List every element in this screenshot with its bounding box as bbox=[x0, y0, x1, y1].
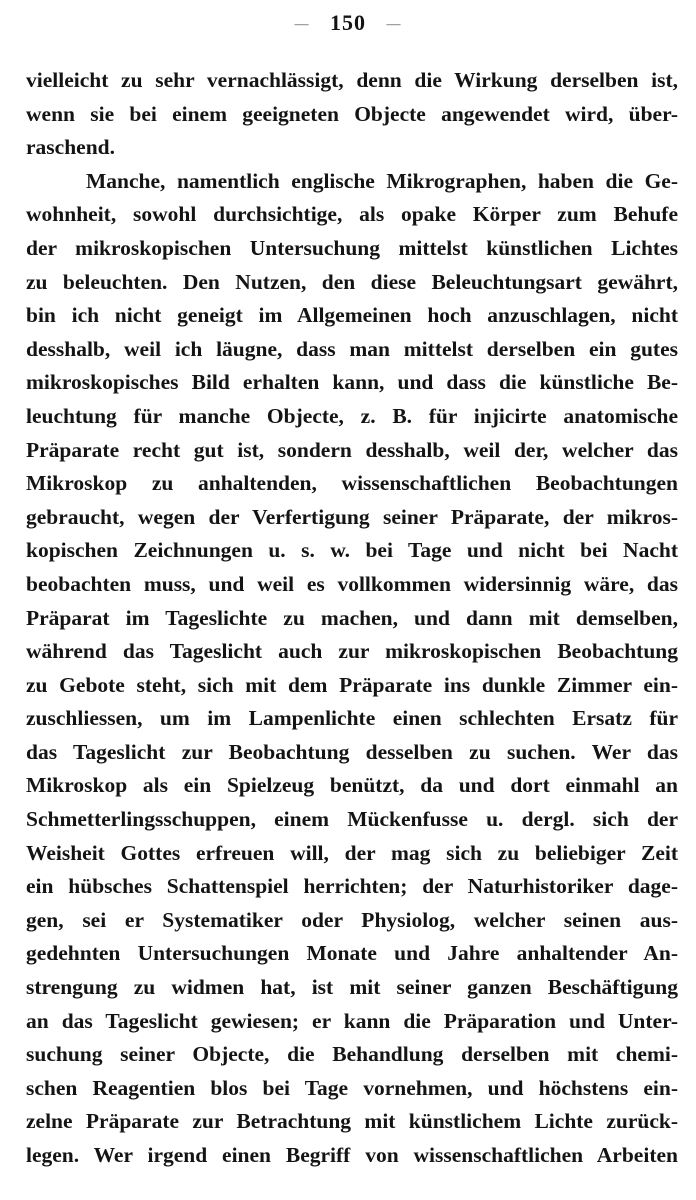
text-line: legen. Wer irgend einen Begriff von wissenschaftlichen Arbeiten bbox=[26, 1143, 678, 1167]
text-line: raschend. bbox=[26, 135, 115, 160]
header-left-dash: — bbox=[294, 16, 310, 32]
text-line: an das Tageslicht gewiesen; er kann die Präparation und Unter- bbox=[26, 1008, 678, 1033]
text-line: mikroskopisches Bild erhalten kann, und dass die künstliche Be- bbox=[26, 370, 678, 395]
text-line: Präparat im Tageslichte zu machen, und dann mit demselben, bbox=[26, 605, 678, 630]
text-line: wenn sie bei einem geeigneten Objecte angewendet wird, über- bbox=[26, 101, 678, 126]
text-line: suchung seiner Objecte, die Behandlung derselben mit chemi- bbox=[26, 1042, 678, 1067]
text-line: Schmetterlingsschuppen, einem Mückenfusse u. dergl. sich der bbox=[26, 807, 678, 832]
text-line: Mikroskop als ein Spielzeug benützt, da und dort einmahl an bbox=[26, 773, 678, 798]
text-line: der mikroskopischen Untersuchung mittelst künstlichen Lichtes bbox=[26, 235, 678, 260]
page-number: 150 bbox=[330, 10, 366, 35]
text-line: bin ich nicht geneigt im Allgemeinen hoch anzuschlagen, nicht bbox=[26, 303, 678, 328]
text-line: wohnheit, sowohl durchsichtige, als opake Körper zum Behufe bbox=[26, 202, 678, 227]
text-line: leuchtung für manche Objecte, z. B. für injicirte anatomische bbox=[26, 403, 678, 428]
text-line: kopischen Zeichnungen u. s. w. bei Tage und nicht bei Nacht bbox=[26, 538, 678, 563]
text-line: ein hübsches Schattenspiel herrichten; der Naturhistoriker dage- bbox=[26, 874, 678, 899]
text-line: strengung zu widmen hat, ist mit seiner ganzen Beschäftigung bbox=[26, 975, 678, 1000]
text-line: zuschliessen, um im Lampenlichte einen schlechten Ersatz für bbox=[26, 706, 678, 731]
text-line: Mikroskop zu anhaltenden, wissenschaftlichen Beobachtungen bbox=[26, 471, 678, 496]
header-right-dash: — bbox=[386, 16, 402, 32]
text-line: gen, sei er Systematiker oder Physiolog, welcher seinen aus- bbox=[26, 907, 678, 932]
page-header bbox=[0, 10, 696, 36]
text-line: während das Tageslicht auch zur mikroskopischen Beobachtung bbox=[26, 639, 678, 664]
text-line: schen Reagentien blos bei Tage vornehmen, und höchstens ein- bbox=[26, 1075, 678, 1100]
text-line: zu Gebote steht, sich mit dem Präparate ins dunkle Zimmer ein- bbox=[26, 672, 678, 697]
text-line: gebraucht, wegen der Verfertigung seiner Präparate, der mikros- bbox=[26, 504, 678, 529]
text-line: zu beleuchten. Den Nutzen, den diese Beleuchtungsart gewährt, bbox=[26, 269, 678, 294]
body-text bbox=[26, 64, 678, 1173]
text-line: Präparate recht gut ist, sondern desshalb, weil der, welcher das bbox=[26, 437, 678, 462]
text-line: vielleicht zu sehr vernachlässigt, denn die Wirkung derselben ist, bbox=[26, 68, 678, 92]
text-line: das Tageslicht zur Beobachtung desselben zu suchen. Wer das bbox=[26, 739, 678, 764]
text-line: desshalb, weil ich läugne, dass man mittelst derselben ein gutes bbox=[26, 336, 678, 361]
text-line: gedehnten Untersuchungen Monate und Jahre anhaltender An- bbox=[26, 941, 678, 966]
text-line: zelne Präparate zur Betrachtung mit künstlichem Lichte zurück- bbox=[26, 1109, 678, 1134]
text-line: Weisheit Gottes erfreuen will, der mag sich zu beliebiger Zeit bbox=[26, 840, 678, 865]
text-line: Manche, namentlich englische Mikrographen, haben die Ge- bbox=[86, 168, 678, 193]
text-line: beobachten muss, und weil es vollkommen widersinnig wäre, das bbox=[26, 571, 678, 596]
